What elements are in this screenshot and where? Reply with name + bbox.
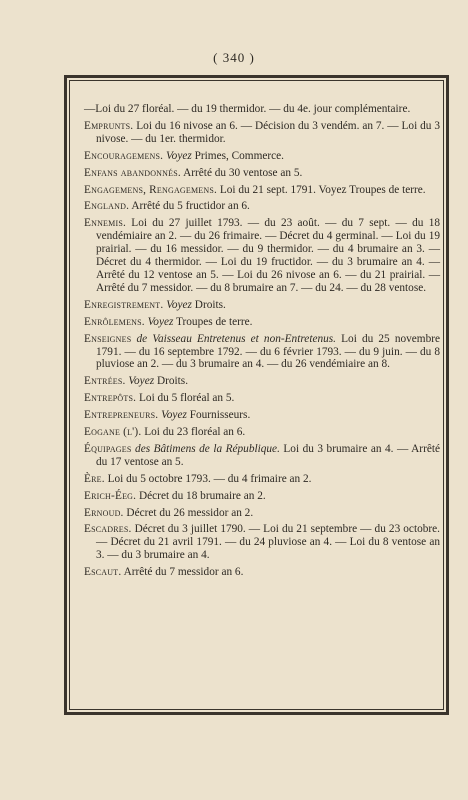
entry-text: Décret du 26 messidor an 2. <box>126 506 254 519</box>
entry-headword: Encouragemens. <box>84 149 164 162</box>
entry-italic: Voyez <box>166 298 192 311</box>
entry-text: Loi du 5 octobre 1793. — du 4 frimaire an 2. <box>107 472 312 485</box>
entry-headword: Entrepreneurs. <box>84 409 159 422</box>
index-entry <box>84 333 440 372</box>
entry-text: Droits. <box>194 298 226 311</box>
entry-text: Décret du 18 brumaire an 2. <box>139 489 266 502</box>
index-entry <box>84 120 440 146</box>
entry-text: Arrêté du 5 fructidor an 6. <box>131 200 250 213</box>
index-entry <box>84 490 440 503</box>
index-entry <box>84 523 440 562</box>
entry-headword: Escaut. <box>84 566 122 579</box>
entry-italic: Voyez <box>161 409 187 422</box>
index-entry <box>84 566 440 579</box>
entry-headword: Entrepôts. <box>84 392 137 405</box>
entry-italic: de Vaisseau Entretenus et non-Entretenus. <box>136 332 336 345</box>
entry-headword: Enrôlemens. <box>84 315 145 328</box>
index-entries <box>84 103 440 583</box>
index-entry <box>84 409 440 422</box>
entry-text: Décret du 3 juillet 1790. — Loi du 21 septembre — du 23 octobre. — Décret du 21 avril 1791. — du 24 pluviose an 4. — Loi du 8 ventose an 3. — du 3 brumaire an 4. <box>96 523 440 562</box>
index-entry <box>84 473 440 486</box>
index-entry <box>84 299 440 312</box>
entry-text: Loi du 21 sept. 1791. Voyez Troupes de terre. <box>219 183 426 196</box>
index-entry <box>84 217 440 294</box>
entry-text: Fournisseurs. <box>189 409 251 422</box>
entry-headword: Enregistrement. <box>84 298 164 311</box>
entry-headword: Engagemens, Rengagemens. <box>84 183 218 196</box>
index-entry <box>84 150 440 163</box>
entry-headword: Ennemis. <box>84 217 126 230</box>
entry-text: Loi du 23 floréal an 6. <box>144 426 246 439</box>
entry-text: Loi du 5 floréal an 5. <box>139 392 235 405</box>
index-entry <box>84 167 440 180</box>
entry-text: Arrêté du 7 messidor an 6. <box>123 566 244 579</box>
entry-headword: Enseignes <box>84 332 132 345</box>
entry-text: Loi du 27 juillet 1793. — du 23 août. — du 7 sept. — du 18 vendémiaire an 2. — du 26 frimaire. — Décret du 4 germinal. — Loi du 19 prairial. — du 16 messidor. — du 9 thermidor. — du 4 brumaire an 3. — Décret du 4 thermidor. — Loi du 19 fructidor. — du 3 brumaire an 4. — Arrêté du 12 ventose an 5. — Loi du 26 nivose an 6. — du 21 prairial. — Arrêté du 7 messidor. — du 8 brumaire an 7. — du 24. — du 28 ventose. <box>96 217 440 294</box>
entry-headword: Enfans abandonnés. <box>84 166 181 179</box>
index-entry <box>84 392 440 405</box>
entry-headword: Escadres. <box>84 523 132 536</box>
entry-italic: Voyez <box>128 375 155 388</box>
entry-italic: des Bâtimens de la République. <box>135 442 280 455</box>
entry-text: Loi du 25 novembre 1791. — du 16 septembre 1792. — du 6 février 1793. — du 9 juin. — du 8 pluviose an 2. — du 3 brumaire an 4. — du 26 vendémiaire an 8. <box>96 332 440 371</box>
entry-headword: Équipages <box>84 442 132 455</box>
entry-text: Primes, Commerce. <box>194 149 285 162</box>
index-entry <box>84 200 440 213</box>
entry-headword: Ernoud. <box>84 506 124 519</box>
entry-italic: Voyez <box>166 149 192 162</box>
index-entry <box>84 375 440 388</box>
page-number: ( 340 ) <box>213 50 255 65</box>
index-entry <box>84 316 440 329</box>
entry-headword: England. <box>84 200 130 213</box>
entry-text: Arrêté du 30 ventose an 5. <box>183 166 303 179</box>
entry-headword: Entrées. <box>84 375 126 388</box>
entry-text: Droits. <box>156 375 189 388</box>
entry-text: Loi du 16 nivose an 6. — Décision du 3 vendém. an 7. — Loi du 3 nivose. — du 1er. thermidor. <box>96 119 441 145</box>
index-entry <box>84 426 440 439</box>
entry-italic: Voyez <box>147 315 174 328</box>
entry-headword: Erich-Éeg. <box>84 489 137 502</box>
index-entry <box>84 103 440 116</box>
entry-text: Loi du 3 brumaire an 4. — Arrêté du 17 ventose an 5. <box>96 442 441 468</box>
index-entry <box>84 507 440 520</box>
entry-text: Troupes de terre. <box>176 315 253 328</box>
entry-headword: Ère. <box>84 472 105 485</box>
entry-headword: Emprunts. <box>84 119 134 132</box>
index-entry <box>84 184 440 197</box>
entry-headword: Eogane (l'). <box>84 426 142 439</box>
index-entry <box>84 443 440 469</box>
entry-text: —Loi du 27 floréal. — du 19 thermidor. — du 4e. jour complémentaire. <box>84 103 411 115</box>
